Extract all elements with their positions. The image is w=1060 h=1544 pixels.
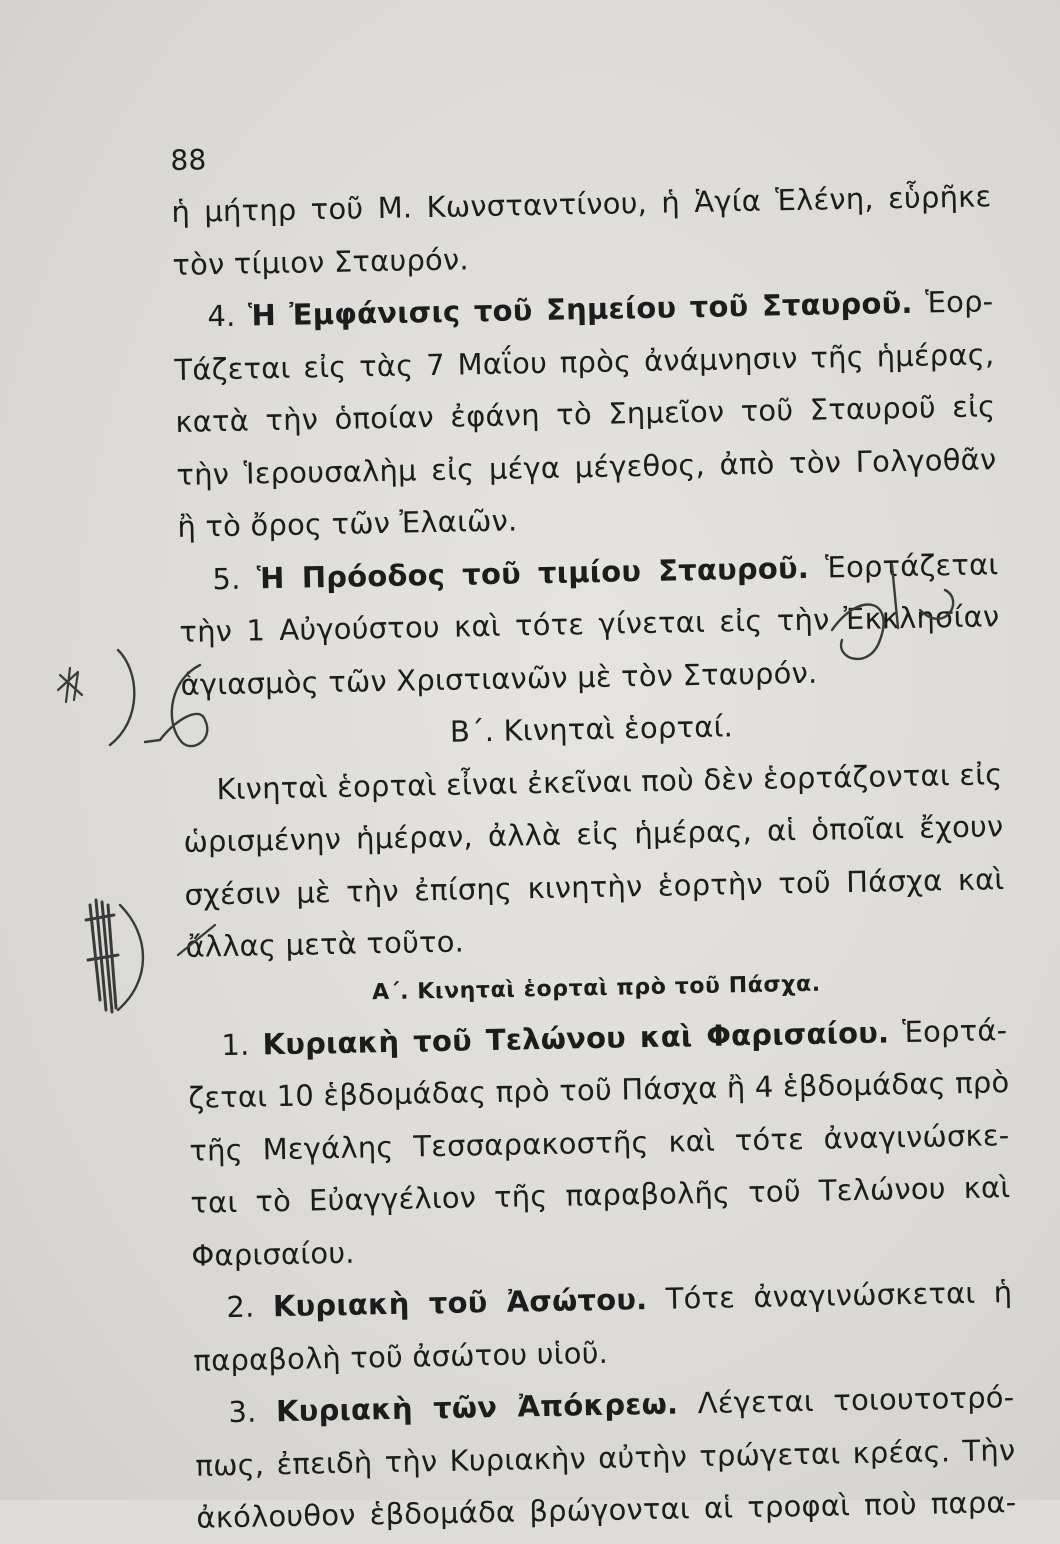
text-line: ζεται 10 ἑβδομάδας πρὸ τοῦ Πάσχα ἢ 4 ἑβδομάδας πρὸ <box>188 1065 1010 1115</box>
item-5-number: 5. <box>212 561 241 596</box>
section-b-intro: Κινηταὶ ἑορταὶ εἶναι ἐκεῖναι ποὺ δὲν ἑορτάζονται εἰς <box>216 756 1003 806</box>
text-line: Φαρισαίου. <box>191 1235 355 1273</box>
text-line: πως, ἐπειδὴ τὴν Κυριακὴν αὐτὴν τρώγεται κρέας. Τὴν <box>195 1432 1016 1483</box>
margin-bracket-lower <box>118 905 143 1010</box>
sunday-2-rest: Τότε ἀναγινώσκεται ἡ <box>665 1275 1013 1316</box>
margin-star-mark <box>58 668 82 702</box>
subsection-a-heading: Α΄. Κινηταὶ ἑορταὶ πρὸ τοῦ Πάσχα. <box>371 971 821 1005</box>
sunday-1-rest: Ἑορτά- <box>901 1012 1008 1049</box>
text-line: τὴν Ἱερουσαλὴμ εἰς μέγα μέγεθος, ἀπὸ τὸν Γολγοθᾶν <box>176 441 997 492</box>
sunday-3-number: 3. <box>228 1394 257 1430</box>
item-4-rest: Ἑορ- <box>924 284 994 320</box>
text-line: σχέσιν μὲ τὴν ἐπίσης κινητὴν ἑορτὴν τοῦ Πάσχα καὶ <box>184 861 1005 912</box>
sunday-3-rest: Λέγεται τοιουτοτρό- <box>697 1380 1015 1421</box>
section-b-heading: Β΄. Κινηταὶ ἑορταί. <box>449 709 734 749</box>
page-number: 88 <box>170 143 207 177</box>
item-4-title: Ἡ Ἐμφάνισις τοῦ Σημείου τοῦ Σταυροῦ. <box>247 285 913 333</box>
sunday-1-number: 1. <box>221 1027 250 1062</box>
text-line: Τάζεται εἰς τὰς 7 Μαΐου πρὸς ἀνάμνησιν τῆς ἡμέρας, <box>174 336 995 387</box>
text-line: τὴν 1 Αὐγούστου καὶ τότε γίνεται εἰς τὴν Ἐκκλησίαν <box>179 599 1000 649</box>
sunday-3-title: Κυριακὴ τῶν Ἀπόκρεω. <box>275 1386 679 1429</box>
sunday-2-title: Κυριακὴ τοῦ Ἀσώτου. <box>272 1282 648 1324</box>
page-text <box>170 122 1017 1544</box>
text-line: κατὰ τὴν ὁποίαν ἐφάνη τὸ Σημεῖον τοῦ Σταυροῦ εἰς <box>175 389 996 439</box>
text-line: ἁγιασμὸς τῶν Χριστιανῶν μὲ τὸν Σταυρόν. <box>180 655 818 702</box>
text-line: παραβολὴ τοῦ ἀσώτου υἱοῦ. <box>193 1335 609 1378</box>
margin-hatch-mark <box>86 900 118 1012</box>
text-line: ἡ μήτηρ τοῦ Μ. Κωνσταντίνου, ἡ Ἁγία Ἑλένη, εὗρῆκε <box>171 179 992 229</box>
item-5-rest: Ἑορτάζεται <box>824 546 999 584</box>
text-line: ἀκόλουθον ἑβδομάδα βρώγονται αἱ τροφαὶ ποὺ παρα- <box>196 1485 1017 1535</box>
margin-bracket-upper <box>110 650 134 745</box>
text-line: ἢ τὸ ὄρος τῶν Ἐλαιῶν. <box>177 503 518 544</box>
text-line: ται τὸ Εὐαγγέλιον τῆς παραβολῆς τοῦ Τελώνου καὶ <box>190 1170 1011 1220</box>
text-line: ἄλλας μετὰ τοῦτο. <box>185 924 465 964</box>
text-line: τὸν τίμιον Σταυρόν. <box>172 241 470 282</box>
text-line: ὡρισμένην ἡμέραν, ἀλλὰ εἰς ἡμέρας, αἱ ὁποῖαι ἔχουν <box>183 809 1004 859</box>
text-line: τῆς Μεγάλης Τεσσαρακοστῆς καὶ τότε ἀναγινώσκε- <box>189 1117 1010 1168</box>
sunday-2-number: 2. <box>226 1289 255 1325</box>
sunday-1-title: Κυριακὴ τοῦ Τελώνου καὶ Φαρισαίου. <box>262 1014 890 1061</box>
item-5-title: Ἡ Πρόοδος τοῦ τιμίου Σταυροῦ. <box>256 550 810 595</box>
item-4-number: 4. <box>207 298 236 334</box>
